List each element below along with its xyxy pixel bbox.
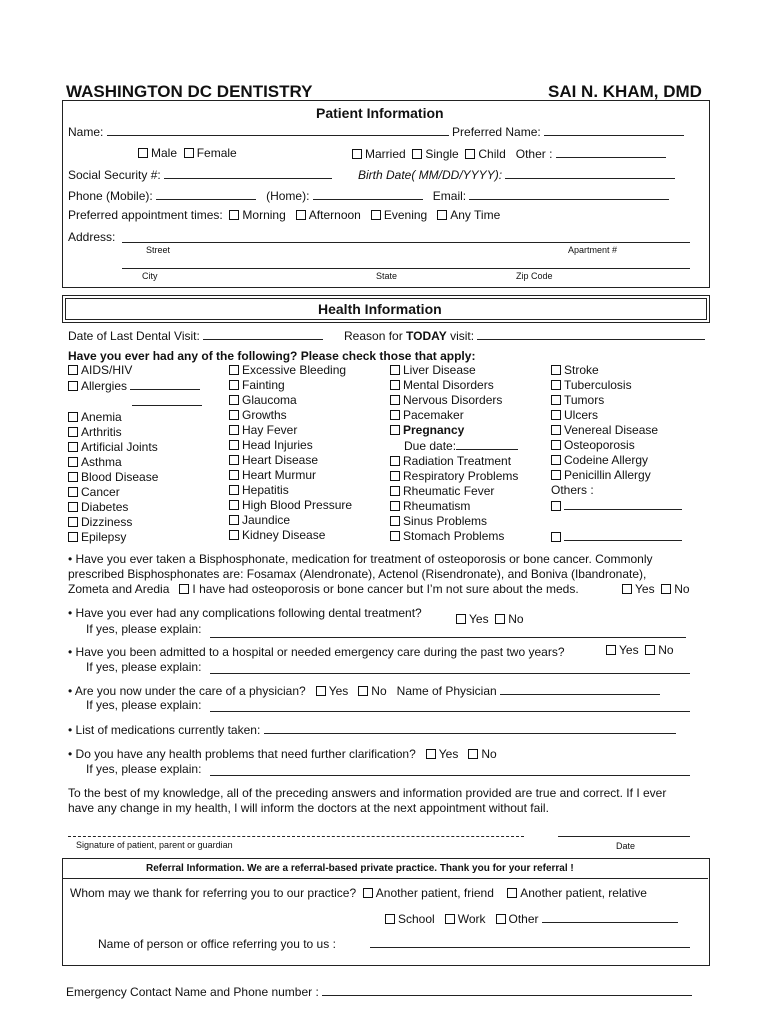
condition-checkbox[interactable] [551, 440, 561, 450]
condition-checkbox[interactable] [229, 485, 239, 495]
condition-checkbox[interactable] [68, 517, 78, 527]
birth-label: Birth Date( MM/DD/YYYY): [358, 168, 503, 182]
condition-label: Rheumatism [403, 499, 471, 513]
allergies-field-2[interactable] [132, 394, 202, 406]
yes-label: Yes [619, 643, 639, 657]
condition-item [390, 393, 518, 408]
reason-label-bold: TODAY [406, 329, 447, 343]
afternoon-checkbox[interactable] [296, 210, 306, 220]
condition-checkbox[interactable] [390, 425, 400, 435]
another-relative-checkbox[interactable] [507, 888, 517, 898]
problems-question: • Do you have any health problems that need further clarification? [68, 747, 416, 761]
condition-label: Growths [242, 408, 287, 422]
unsure-checkbox[interactable] [179, 584, 189, 594]
condition-checkbox[interactable] [68, 412, 78, 422]
city-caption: City [142, 271, 158, 281]
condition-checkbox[interactable] [229, 410, 239, 420]
condition-checkbox[interactable] [551, 365, 561, 375]
no-checkbox[interactable] [495, 614, 505, 624]
phone-home-label: (Home): [266, 189, 310, 203]
reason-label-post: visit: [446, 329, 475, 343]
condition-label: Osteoporosis [564, 438, 635, 452]
complications-explain-field[interactable] [210, 637, 686, 638]
work-label: Work [457, 912, 486, 926]
married-label: Married [365, 147, 406, 161]
condition-label: AIDS/HIV [81, 363, 133, 377]
other-referral-field[interactable] [542, 911, 678, 923]
condition-checkbox[interactable] [229, 425, 239, 435]
condition-checkbox[interactable] [551, 425, 561, 435]
condition-label: Ulcers [564, 408, 599, 422]
condition-item [68, 455, 202, 470]
complications-explain-label: If yes, please explain: [86, 622, 202, 636]
street-caption: Street [146, 245, 171, 255]
another-relative-label: Another patient, relative [520, 886, 647, 900]
others-checkbox[interactable] [551, 532, 561, 542]
condition-item [68, 485, 202, 500]
single-label: Single [425, 147, 459, 161]
condition-item [68, 515, 202, 530]
married-checkbox[interactable] [352, 149, 362, 159]
hospital-explain-label: If yes, please explain: [86, 660, 202, 674]
condition-checkbox[interactable] [390, 410, 400, 420]
condition-item [68, 470, 202, 485]
yes-checkbox[interactable] [316, 686, 326, 696]
condition-item [68, 425, 202, 440]
child-checkbox[interactable] [465, 149, 475, 159]
school-checkbox[interactable] [385, 914, 395, 924]
condition-item [551, 453, 682, 468]
condition-label: Heart Murmur [242, 468, 317, 482]
condition-item [551, 408, 682, 423]
problems-explain-field[interactable] [210, 775, 690, 776]
condition-label: Tuberculosis [564, 378, 632, 392]
practice-name: WASHINGTON DC DENTISTRY [66, 82, 313, 101]
condition-checkbox[interactable] [551, 410, 561, 420]
condition-label: Artificial Joints [81, 440, 158, 454]
condition-item [229, 423, 352, 438]
condition-checkbox[interactable] [68, 365, 78, 375]
condition-label: Asthma [81, 455, 122, 469]
yes-checkbox[interactable] [456, 614, 466, 624]
emergency-contact-label: Emergency Contact Name and Phone number : [66, 985, 319, 999]
condition-checkbox[interactable] [551, 380, 561, 390]
marital-options [352, 146, 666, 161]
condition-item [68, 500, 202, 515]
no-label: No [371, 684, 387, 698]
evening-label: Evening [383, 208, 428, 222]
conditions-question: Have you ever had any of the following? Please check those that apply: [68, 349, 476, 363]
others-checkbox[interactable] [551, 501, 561, 511]
signature-field[interactable] [68, 836, 524, 837]
any-time-label: Any Time [450, 208, 501, 222]
name-label: Name: [68, 125, 104, 139]
yes-checkbox[interactable] [426, 749, 436, 759]
due-date-label: Due date: [404, 439, 457, 453]
physician-name-label: Name of Physician [396, 684, 497, 698]
condition-item [229, 453, 352, 468]
yes-checkbox[interactable] [622, 584, 632, 594]
no-label: No [658, 643, 674, 657]
date-caption: Date [616, 841, 636, 851]
condition-checkbox[interactable] [229, 455, 239, 465]
condition-checkbox[interactable] [229, 380, 239, 390]
condition-item [68, 363, 202, 378]
referral-title-divider [62, 878, 708, 879]
condition-item [551, 393, 682, 408]
condition-label: Rheumatic Fever [403, 484, 495, 498]
physician-name-field[interactable] [500, 683, 660, 695]
condition-label: Radiation Treatment [403, 454, 512, 468]
referral-title: Referral Information. We are a referral-based private practice. Thank you for your referral ! [146, 863, 574, 874]
bisphosphonate-drugs: Zometa and Aredia [68, 582, 170, 596]
other-label: Other : [515, 147, 553, 161]
physician-explain-label: If yes, please explain: [86, 698, 202, 712]
reason-row [344, 328, 705, 343]
address-city-line[interactable] [122, 268, 690, 269]
no-checkbox[interactable] [645, 645, 655, 655]
condition-checkbox[interactable] [68, 427, 78, 437]
single-checkbox[interactable] [412, 149, 422, 159]
medications-row [68, 722, 676, 737]
state-caption: State [376, 271, 398, 281]
condition-checkbox[interactable] [390, 531, 400, 541]
medications-field[interactable] [264, 722, 676, 734]
condition-item [229, 393, 352, 408]
yes-checkbox[interactable] [606, 645, 616, 655]
condition-item [551, 423, 682, 438]
condition-label: Penicillin Allergy [564, 468, 651, 482]
condition-item [551, 363, 682, 378]
appointment-row [68, 208, 500, 222]
condition-label: High Blood Pressure [242, 498, 353, 512]
unsure-label: I have had osteoporosis or bone cancer but I’m not sure about the meds. [192, 582, 579, 596]
work-checkbox[interactable] [445, 914, 455, 924]
condition-label: Codeine Allergy [564, 453, 649, 467]
condition-label: Heart Disease [242, 453, 319, 467]
condition-item [68, 530, 202, 545]
referrer-name-field[interactable] [370, 947, 690, 948]
bisphosphonate-line-1: • Have you ever taken a Bisphosphonate, medication for treatment of osteoporosis or bone cancer. Commonly [68, 552, 653, 566]
address-label: Address: [68, 230, 116, 244]
other-checkbox[interactable] [496, 914, 506, 924]
name-row [68, 124, 684, 139]
condition-label: Pacemaker [403, 408, 464, 422]
no-label: No [481, 747, 497, 761]
condition-checkbox[interactable] [68, 532, 78, 542]
condition-checkbox[interactable] [68, 457, 78, 467]
due-date-field[interactable] [456, 438, 518, 450]
due-date-row [390, 438, 518, 454]
condition-checkbox[interactable] [390, 486, 400, 496]
condition-item [551, 378, 682, 393]
conditions-col-1 [68, 363, 202, 545]
condition-label: Hepatitis [242, 483, 289, 497]
condition-label: Diabetes [81, 500, 129, 514]
no-label: No [508, 612, 524, 626]
phone-mobile-field[interactable] [156, 188, 256, 200]
condition-label: Jaundice [242, 513, 291, 527]
preferred-name-field[interactable] [544, 124, 684, 136]
condition-label: Fainting [242, 378, 285, 392]
condition-item [229, 408, 352, 423]
emergency-contact-row [66, 984, 692, 999]
other-field[interactable] [556, 146, 666, 158]
female-label: Female [196, 146, 237, 160]
no-checkbox[interactable] [358, 686, 368, 696]
condition-label: Glaucoma [242, 393, 297, 407]
condition-item [390, 363, 518, 378]
condition-checkbox[interactable] [68, 487, 78, 497]
email-label: Email: [432, 189, 467, 203]
condition-item [390, 484, 518, 499]
signature-caption: Signature of patient, parent or guardian [76, 840, 233, 850]
spacer [551, 514, 682, 529]
last-visit-field[interactable] [203, 328, 323, 340]
condition-item [229, 498, 352, 513]
condition-checkbox[interactable] [551, 470, 561, 480]
condition-checkbox[interactable] [68, 502, 78, 512]
evening-checkbox[interactable] [371, 210, 381, 220]
yes-label: Yes [635, 582, 655, 596]
apartment-caption: Apartment # [568, 245, 618, 255]
bisphosphonate-line-2: prescribed Bisphosphonates are: Fosamax (Alendronate), Actenol (Risendronate), and Boniva (Ibandronate), [68, 567, 647, 581]
preferred-name-label: Preferred Name: [452, 125, 541, 139]
allergies-extra [68, 394, 202, 410]
bisphosphonate-line-3 [68, 582, 579, 596]
date-field[interactable] [558, 836, 690, 837]
morning-checkbox[interactable] [229, 210, 239, 220]
yes-label: Yes [469, 612, 489, 626]
condition-item [229, 528, 352, 543]
address-street-line[interactable] [122, 242, 690, 243]
condition-label: Dizziness [81, 515, 133, 529]
male-checkbox[interactable] [138, 148, 148, 158]
patient-info-title: Patient Information [316, 105, 444, 121]
conditions-col-4 [551, 363, 682, 545]
condition-checkbox[interactable] [229, 515, 239, 525]
physician-question: • Are you now under the care of a physician? [68, 684, 306, 698]
referral-options-row [385, 911, 678, 926]
hospital-question: • Have you been admitted to a hospital or needed emergency care during the past two years? [68, 645, 565, 659]
condition-item [229, 378, 352, 393]
complications-yes-no [456, 612, 524, 626]
conditions-col-3 [390, 363, 518, 544]
condition-item [390, 423, 518, 438]
medications-label: • List of medications currently taken: [68, 723, 261, 737]
condition-label: Head Injuries [242, 438, 313, 452]
appt-label: Preferred appointment times: [68, 208, 223, 222]
name-field[interactable] [107, 124, 449, 136]
condition-checkbox[interactable] [68, 381, 78, 391]
ssn-field[interactable] [164, 167, 332, 179]
condition-checkbox[interactable] [229, 530, 239, 540]
other-referral-label: Other [508, 912, 539, 926]
others-item [551, 498, 682, 514]
condition-label: Arthritis [81, 425, 122, 439]
condition-checkbox[interactable] [390, 471, 400, 481]
condition-item [229, 513, 352, 528]
condition-checkbox[interactable] [390, 380, 400, 390]
another-friend-label: Another patient, friend [375, 886, 494, 900]
health-info-title: Health Information [318, 301, 442, 317]
condition-item [390, 454, 518, 469]
condition-checkbox[interactable] [390, 516, 400, 526]
condition-item [390, 514, 518, 529]
morning-label: Morning [242, 208, 286, 222]
gender-options [138, 146, 237, 160]
condition-label: Excessive Bleeding [242, 363, 347, 377]
condition-label: Respiratory Problems [403, 469, 519, 483]
condition-label: Pregnancy [403, 423, 465, 437]
condition-label: Hay Fever [242, 423, 298, 437]
others-field[interactable] [564, 529, 682, 541]
condition-item [229, 363, 352, 378]
complications-question: • Have you ever had any complications following dental treatment? [68, 606, 422, 620]
physician-explain-field[interactable] [210, 711, 690, 712]
condition-checkbox[interactable] [390, 395, 400, 405]
condition-label: Kidney Disease [242, 528, 326, 542]
reason-label-pre: Reason for [344, 329, 407, 343]
certification-line-2: have any change in my health, I will inform the doctors at the next appointment without fail. [68, 801, 549, 815]
problems-explain-label: If yes, please explain: [86, 762, 202, 776]
condition-label: Stomach Problems [403, 529, 505, 543]
condition-label: Nervous Disorders [403, 393, 503, 407]
emergency-contact-field[interactable] [322, 984, 692, 996]
condition-checkbox[interactable] [229, 395, 239, 405]
condition-checkbox[interactable] [229, 500, 239, 510]
others-field[interactable] [564, 498, 682, 510]
condition-checkbox[interactable] [229, 470, 239, 480]
condition-checkbox[interactable] [390, 501, 400, 511]
condition-label: Epilepsy [81, 530, 127, 544]
condition-item [551, 438, 682, 453]
condition-checkbox[interactable] [229, 440, 239, 450]
ssn-row [68, 167, 332, 182]
last-visit-row [68, 328, 323, 343]
condition-label: Allergies [81, 379, 128, 393]
referrer-name-label: Name of person or office referring you to us : [98, 937, 336, 951]
conditions-col-2 [229, 363, 352, 543]
hospital-explain-field[interactable] [210, 673, 690, 674]
condition-item [229, 483, 352, 498]
reason-field[interactable] [477, 328, 705, 340]
phone-home-field[interactable] [313, 188, 423, 200]
condition-label: Stroke [564, 363, 599, 377]
referral-question: Whom may we thank for referring you to our practice? [70, 886, 357, 900]
no-checkbox[interactable] [661, 584, 671, 594]
no-checkbox[interactable] [468, 749, 478, 759]
condition-item [551, 468, 682, 483]
condition-item [68, 378, 202, 394]
condition-label: Tumors [564, 393, 605, 407]
child-label: Child [478, 147, 506, 161]
condition-label: Liver Disease [403, 363, 476, 377]
physician-row [68, 683, 660, 698]
ssn-label: Social Security #: [68, 168, 161, 182]
condition-item [229, 468, 352, 483]
condition-checkbox[interactable] [390, 456, 400, 466]
certification-line-1: To the best of my knowledge, all of the preceding answers and information provided are true and correct. If I ever [68, 786, 667, 800]
female-checkbox[interactable] [184, 148, 194, 158]
hospital-yes-no [606, 643, 674, 657]
email-field[interactable] [469, 188, 669, 200]
condition-item [390, 529, 518, 544]
any-time-checkbox[interactable] [437, 210, 447, 220]
last-visit-label: Date of Last Dental Visit: [68, 329, 200, 343]
birth-field[interactable] [505, 167, 675, 179]
condition-label: Blood Disease [81, 470, 159, 484]
condition-label: Mental Disorders [403, 378, 494, 392]
phone-row [68, 188, 669, 203]
condition-checkbox[interactable] [68, 442, 78, 452]
condition-item [390, 408, 518, 423]
condition-label: Sinus Problems [403, 514, 488, 528]
condition-label: Cancer [81, 485, 120, 499]
condition-checkbox[interactable] [551, 395, 561, 405]
zip-caption: Zip Code [516, 271, 553, 281]
another-friend-checkbox[interactable] [363, 888, 373, 898]
condition-label: Venereal Disease [564, 423, 659, 437]
condition-item [390, 499, 518, 514]
afternoon-label: Afternoon [308, 208, 361, 222]
referral-question-row [70, 886, 647, 900]
condition-item [390, 378, 518, 393]
problems-row [68, 747, 497, 761]
condition-item [68, 410, 202, 425]
others-label: Others : [551, 483, 594, 497]
bisphosphonate-yes-no [622, 582, 690, 596]
condition-item [229, 438, 352, 453]
no-label: No [674, 582, 690, 596]
condition-checkbox[interactable] [229, 365, 239, 375]
birth-row [358, 167, 675, 182]
others-item [551, 529, 682, 545]
allergies-field[interactable] [130, 378, 200, 390]
male-label: Male [151, 146, 178, 160]
condition-checkbox[interactable] [551, 455, 561, 465]
doctor-name: SAI N. KHAM, DMD [548, 82, 702, 101]
school-label: School [398, 912, 435, 926]
yes-label: Yes [438, 747, 459, 761]
condition-label: Anemia [81, 410, 122, 424]
condition-item [390, 469, 518, 484]
yes-label: Yes [328, 684, 349, 698]
phone-mobile-label: Phone (Mobile): [68, 189, 153, 203]
condition-checkbox[interactable] [68, 472, 78, 482]
condition-checkbox[interactable] [390, 365, 400, 375]
condition-item [68, 440, 202, 455]
